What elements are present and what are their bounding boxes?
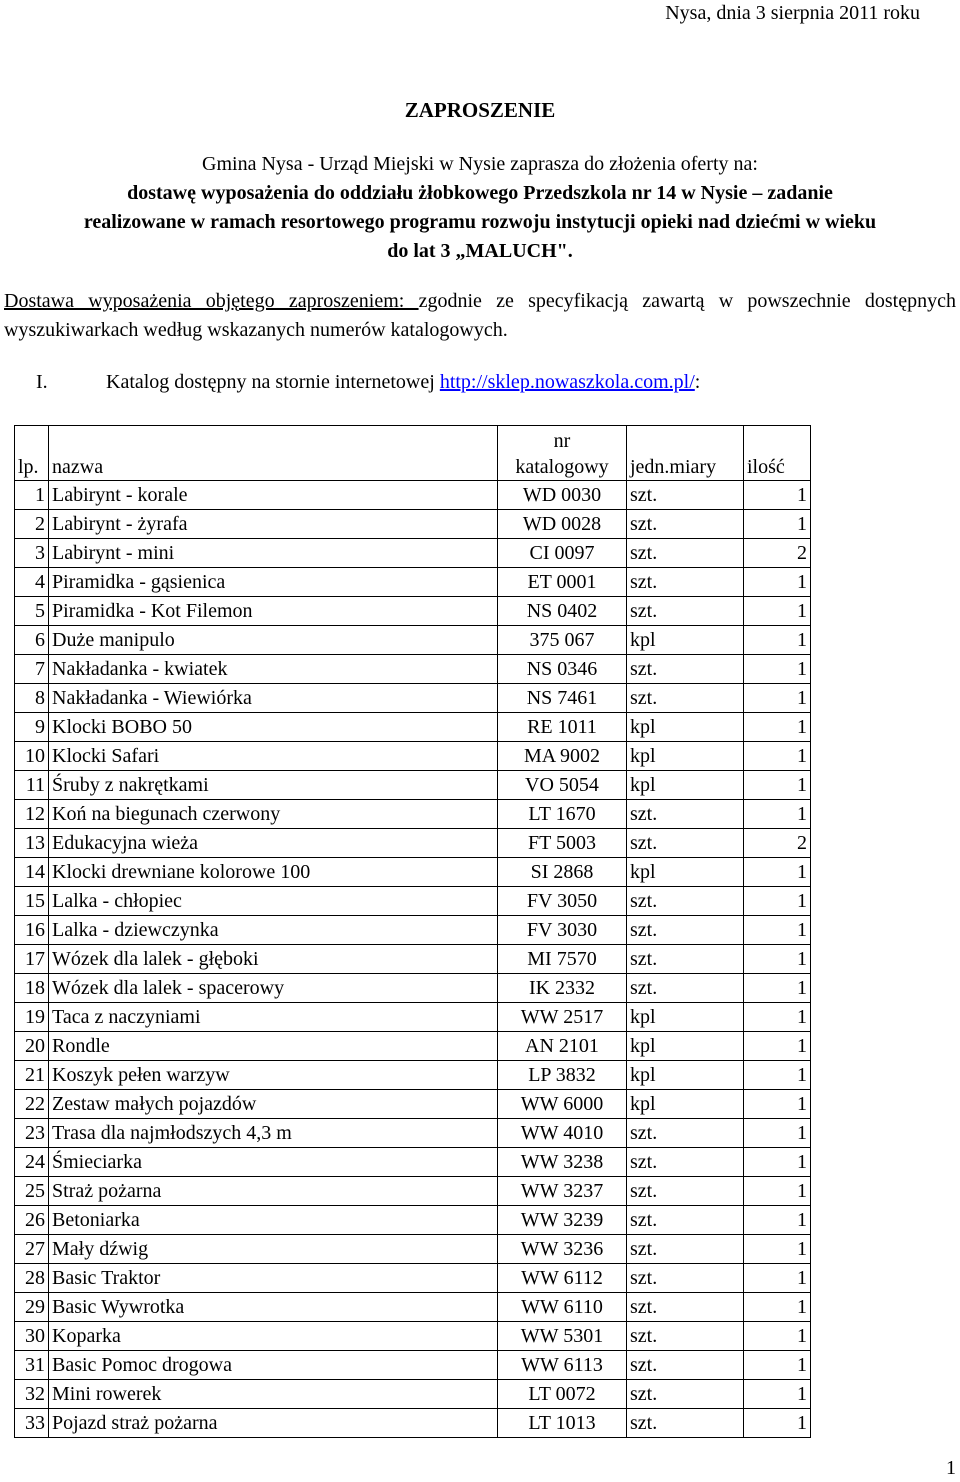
row-catalog-number: LT 1670 <box>498 800 627 829</box>
row-name: Piramidka - gąsienica <box>49 568 498 597</box>
row-lp: 7 <box>15 655 49 684</box>
row-name: Rondle <box>49 1032 498 1061</box>
row-unit: szt. <box>627 510 744 539</box>
row-catalog-number: MA 9002 <box>498 742 627 771</box>
row-quantity: 1 <box>744 1235 811 1264</box>
row-name: Taca z naczyniami <box>49 1003 498 1032</box>
table-row <box>15 655 811 684</box>
row-lp: 6 <box>15 626 49 655</box>
row-lp: 28 <box>15 1264 49 1293</box>
row-unit: kpl <box>627 1032 744 1061</box>
row-catalog-number: WW 6113 <box>498 1351 627 1380</box>
table-row <box>15 539 811 568</box>
table-row <box>15 1032 811 1061</box>
table-row <box>15 481 811 510</box>
row-unit: szt. <box>627 800 744 829</box>
row-name: Klocki BOBO 50 <box>49 713 498 742</box>
catalog-line <box>36 371 700 394</box>
row-catalog-number: CI 0097 <box>498 539 627 568</box>
table-row <box>15 945 811 974</box>
row-name: Nakładanka - kwiatek <box>49 655 498 684</box>
row-quantity: 1 <box>744 974 811 1003</box>
row-unit: szt. <box>627 945 744 974</box>
row-unit: szt. <box>627 597 744 626</box>
row-lp: 21 <box>15 1061 49 1090</box>
row-unit: szt. <box>627 539 744 568</box>
table-row <box>15 1351 811 1380</box>
table-row <box>15 742 811 771</box>
row-unit: szt. <box>627 1119 744 1148</box>
row-quantity: 1 <box>744 713 811 742</box>
row-quantity: 1 <box>744 655 811 684</box>
row-name: Wózek dla lalek - spacerowy <box>49 974 498 1003</box>
row-catalog-number: WW 3237 <box>498 1177 627 1206</box>
row-name: Śmieciarka <box>49 1148 498 1177</box>
row-catalog-number: AN 2101 <box>498 1032 627 1061</box>
table-row <box>15 597 811 626</box>
row-quantity: 2 <box>744 539 811 568</box>
table-row <box>15 1409 811 1438</box>
row-lp: 10 <box>15 742 49 771</box>
row-lp: 31 <box>15 1351 49 1380</box>
row-catalog-number: MI 7570 <box>498 945 627 974</box>
row-catalog-number: WW 6000 <box>498 1090 627 1119</box>
row-quantity: 1 <box>744 1177 811 1206</box>
intro-line-3: realizowane w ramach resortowego programu rozwoju instytucji opieki nad dziećmi w wieku <box>83 211 877 233</box>
catalog-link[interactable]: http://sklep.nowaszkola.com.pl/ <box>439 371 695 393</box>
row-lp: 15 <box>15 887 49 916</box>
row-name: Nakładanka - Wiewiórka <box>49 684 498 713</box>
row-catalog-number: WW 3238 <box>498 1148 627 1177</box>
row-unit: szt. <box>627 1148 744 1177</box>
row-name: Basic Wywrotka <box>49 1293 498 1322</box>
row-quantity: 1 <box>744 1409 811 1438</box>
table-row <box>15 887 811 916</box>
intro-line-2: dostawę wyposażenia do oddziału żłobkowego Przedszkola nr 14 w Nysie – zadanie <box>127 182 833 204</box>
row-catalog-number: NS 0346 <box>498 655 627 684</box>
row-quantity: 1 <box>744 800 811 829</box>
row-lp: 3 <box>15 539 49 568</box>
row-quantity: 1 <box>744 1264 811 1293</box>
header-quantity: ilość <box>744 426 811 481</box>
row-quantity: 1 <box>744 481 811 510</box>
row-lp: 19 <box>15 1003 49 1032</box>
header-name: nazwa <box>49 426 498 481</box>
row-unit: kpl <box>627 713 744 742</box>
row-name: Koparka <box>49 1322 498 1351</box>
row-quantity: 1 <box>744 771 811 800</box>
row-lp: 4 <box>15 568 49 597</box>
row-catalog-number: WD 0028 <box>498 510 627 539</box>
row-catalog-number: WW 4010 <box>498 1119 627 1148</box>
row-unit: szt. <box>627 1380 744 1409</box>
row-quantity: 1 <box>744 945 811 974</box>
table-row <box>15 800 811 829</box>
table-row <box>15 1264 811 1293</box>
catalog-text: Katalog dostępny na stornie internetowej <box>106 371 440 393</box>
row-unit: szt. <box>627 887 744 916</box>
row-unit: szt. <box>627 1322 744 1351</box>
delivery-underlined-text: Dostawa wyposażenia objętego zaproszeniem: <box>4 290 419 312</box>
row-quantity: 1 <box>744 1032 811 1061</box>
row-catalog-number: WW 6112 <box>498 1264 627 1293</box>
row-unit: kpl <box>627 771 744 800</box>
row-catalog-number: FV 3050 <box>498 887 627 916</box>
row-catalog-number: LP 3832 <box>498 1061 627 1090</box>
intro-line-1: Gmina Nysa - Urząd Miejski w Nysie zaprasza do złożenia oferty na: <box>202 153 758 175</box>
row-name: Wózek dla lalek - głęboki <box>49 945 498 974</box>
row-quantity: 1 <box>744 1322 811 1351</box>
row-unit: kpl <box>627 1003 744 1032</box>
row-unit: kpl <box>627 858 744 887</box>
row-unit: kpl <box>627 626 744 655</box>
table-row <box>15 510 811 539</box>
row-name: Labirynt - żyrafa <box>49 510 498 539</box>
row-lp: 20 <box>15 1032 49 1061</box>
row-lp: 22 <box>15 1090 49 1119</box>
row-unit: kpl <box>627 1090 744 1119</box>
row-name: Koń na biegunach czerwony <box>49 800 498 829</box>
row-lp: 13 <box>15 829 49 858</box>
table-row <box>15 1177 811 1206</box>
row-catalog-number: LT 0072 <box>498 1380 627 1409</box>
row-lp: 26 <box>15 1206 49 1235</box>
table-row <box>15 771 811 800</box>
table-row <box>15 1322 811 1351</box>
row-catalog-number: NS 0402 <box>498 597 627 626</box>
table-row <box>15 684 811 713</box>
row-name: Klocki Safari <box>49 742 498 771</box>
row-quantity: 1 <box>744 1148 811 1177</box>
row-lp: 17 <box>15 945 49 974</box>
row-catalog-number: RE 1011 <box>498 713 627 742</box>
row-quantity: 1 <box>744 1293 811 1322</box>
table-row <box>15 1380 811 1409</box>
header-catalog-number <box>498 426 627 481</box>
row-unit: szt. <box>627 1235 744 1264</box>
row-lp: 9 <box>15 713 49 742</box>
row-name: Pojazd straż pożarna <box>49 1409 498 1438</box>
page-number: 1 <box>946 1457 956 1479</box>
row-quantity: 1 <box>744 1061 811 1090</box>
row-quantity: 1 <box>744 1380 811 1409</box>
row-catalog-number: LT 1013 <box>498 1409 627 1438</box>
row-lp: 24 <box>15 1148 49 1177</box>
row-unit: szt. <box>627 1264 744 1293</box>
row-catalog-number: WW 6110 <box>498 1293 627 1322</box>
row-lp: 1 <box>15 481 49 510</box>
row-unit: szt. <box>627 568 744 597</box>
row-lp: 2 <box>15 510 49 539</box>
row-catalog-number: WW 2517 <box>498 1003 627 1032</box>
row-quantity: 1 <box>744 887 811 916</box>
row-quantity: 1 <box>744 684 811 713</box>
row-quantity: 1 <box>744 742 811 771</box>
row-quantity: 1 <box>744 1119 811 1148</box>
row-name: Mały dźwig <box>49 1235 498 1264</box>
row-name: Betoniarka <box>49 1206 498 1235</box>
row-lp: 16 <box>15 916 49 945</box>
row-lp: 30 <box>15 1322 49 1351</box>
row-name: Piramidka - Kot Filemon <box>49 597 498 626</box>
row-name: Basic Traktor <box>49 1264 498 1293</box>
items-table <box>14 425 811 1438</box>
row-name: Mini rowerek <box>49 1380 498 1409</box>
row-lp: 25 <box>15 1177 49 1206</box>
table-row <box>15 713 811 742</box>
row-lp: 23 <box>15 1119 49 1148</box>
row-quantity: 1 <box>744 626 811 655</box>
row-catalog-number: 375 067 <box>498 626 627 655</box>
row-unit: szt. <box>627 1409 744 1438</box>
row-unit: kpl <box>627 1061 744 1090</box>
row-name: Klocki drewniane kolorowe 100 <box>49 858 498 887</box>
row-lp: 5 <box>15 597 49 626</box>
row-quantity: 1 <box>744 1206 811 1235</box>
row-quantity: 1 <box>744 916 811 945</box>
row-quantity: 1 <box>744 858 811 887</box>
row-quantity: 1 <box>744 1090 811 1119</box>
row-unit: szt. <box>627 1351 744 1380</box>
table-row <box>15 1148 811 1177</box>
header-catalog-number-top: nr <box>553 430 571 452</box>
row-name: Zestaw małych pojazdów <box>49 1090 498 1119</box>
document-title: ZAPROSZENIE <box>404 98 556 122</box>
table-row <box>15 858 811 887</box>
row-unit: szt. <box>627 684 744 713</box>
table-row <box>15 974 811 1003</box>
row-unit: szt. <box>627 481 744 510</box>
row-unit: szt. <box>627 1206 744 1235</box>
row-name: Śruby z nakrętkami <box>49 771 498 800</box>
row-lp: 14 <box>15 858 49 887</box>
row-unit: szt. <box>627 1177 744 1206</box>
row-lp: 18 <box>15 974 49 1003</box>
row-name: Labirynt - mini <box>49 539 498 568</box>
row-unit: szt. <box>627 1293 744 1322</box>
row-catalog-number: IK 2332 <box>498 974 627 1003</box>
row-name: Lalka - dziewczynka <box>49 916 498 945</box>
row-name: Koszyk pełen warzyw <box>49 1061 498 1090</box>
header-lp: lp. <box>15 426 49 481</box>
row-name: Duże manipulo <box>49 626 498 655</box>
row-name: Straż pożarna <box>49 1177 498 1206</box>
row-unit: szt. <box>627 829 744 858</box>
table-row <box>15 916 811 945</box>
delivery-text: zgodnie ze specyfikacją zawartą w powszechnie dostępnych wyszukiwarkach według wskazanych numerów katalogowych. <box>4 290 956 341</box>
row-catalog-number: WW 3236 <box>498 1235 627 1264</box>
row-lp: 8 <box>15 684 49 713</box>
row-unit: kpl <box>627 742 744 771</box>
row-unit: szt. <box>627 916 744 945</box>
row-catalog-number: VO 5054 <box>498 771 627 800</box>
row-catalog-number: WW 5301 <box>498 1322 627 1351</box>
row-lp: 11 <box>15 771 49 800</box>
header-unit: jedn.miary <box>627 426 744 481</box>
row-name: Labirynt - korale <box>49 481 498 510</box>
row-catalog-number: ET 0001 <box>498 568 627 597</box>
catalog-suffix: : <box>694 371 701 393</box>
row-quantity: 1 <box>744 568 811 597</box>
row-catalog-number: FV 3030 <box>498 916 627 945</box>
table-row <box>15 1119 811 1148</box>
row-unit: szt. <box>627 974 744 1003</box>
row-unit: szt. <box>627 655 744 684</box>
catalog-number: I. <box>36 371 48 393</box>
row-quantity: 1 <box>744 510 811 539</box>
row-catalog-number: WD 0030 <box>498 481 627 510</box>
table-row <box>15 829 811 858</box>
row-name: Basic Pomoc drogowa <box>49 1351 498 1380</box>
table-row <box>15 1090 811 1119</box>
table-row <box>15 1003 811 1032</box>
row-catalog-number: SI 2868 <box>498 858 627 887</box>
row-quantity: 1 <box>744 1351 811 1380</box>
row-quantity: 2 <box>744 829 811 858</box>
table-row <box>15 1293 811 1322</box>
table-row <box>15 1061 811 1090</box>
intro-paragraph <box>0 150 960 266</box>
row-lp: 27 <box>15 1235 49 1264</box>
row-lp: 12 <box>15 800 49 829</box>
row-catalog-number: FT 5003 <box>498 829 627 858</box>
document-date: Nysa, dnia 3 sierpnia 2011 roku <box>665 2 920 24</box>
table-row <box>15 626 811 655</box>
row-lp: 32 <box>15 1380 49 1409</box>
header-catalog-number-bottom: katalogowy <box>515 456 609 478</box>
table-row <box>15 1235 811 1264</box>
row-lp: 33 <box>15 1409 49 1438</box>
table-row <box>15 568 811 597</box>
row-name: Trasa dla najmłodszych 4,3 m <box>49 1119 498 1148</box>
delivery-paragraph <box>4 287 956 345</box>
row-catalog-number: NS 7461 <box>498 684 627 713</box>
row-catalog-number: WW 3239 <box>498 1206 627 1235</box>
row-name: Lalka - chłopiec <box>49 887 498 916</box>
row-quantity: 1 <box>744 1003 811 1032</box>
row-name: Edukacyjna wieża <box>49 829 498 858</box>
table-header-row <box>15 426 811 481</box>
intro-line-4: do lat 3 „MALUCH". <box>387 240 573 262</box>
table-row <box>15 1206 811 1235</box>
row-quantity: 1 <box>744 597 811 626</box>
row-lp: 29 <box>15 1293 49 1322</box>
